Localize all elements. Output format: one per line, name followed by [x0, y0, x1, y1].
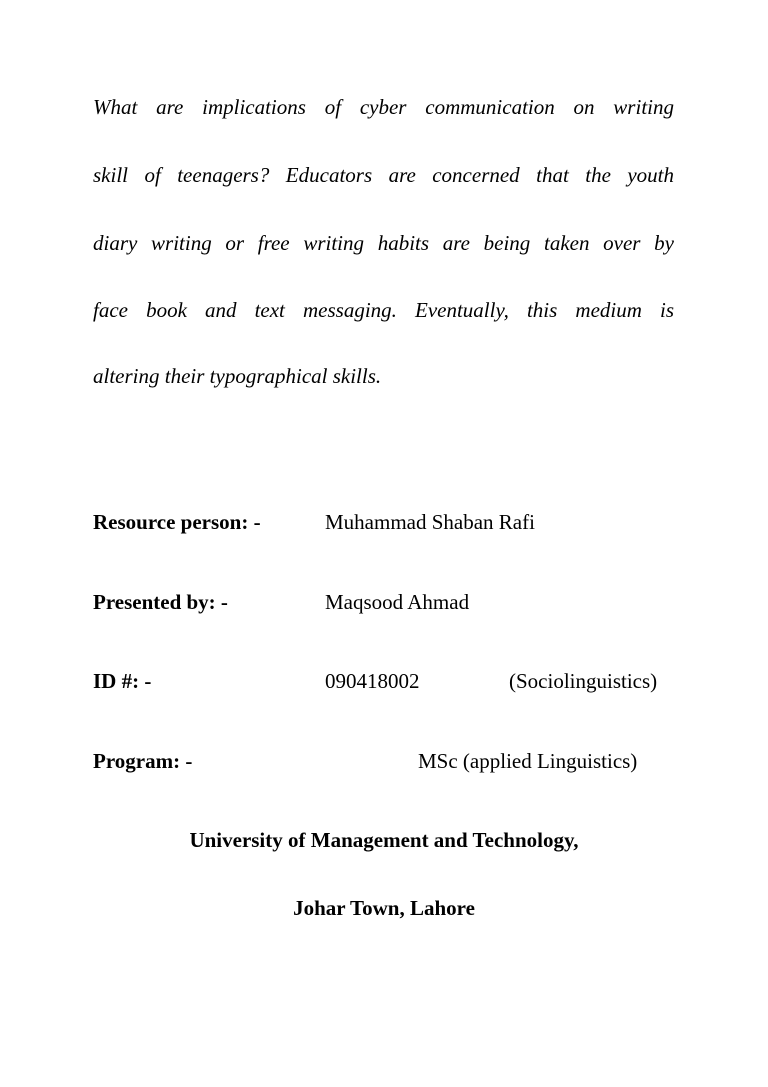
resource-person-label: Resource person: -: [93, 510, 261, 534]
id-value: 090418002: [325, 669, 420, 693]
paragraph-line-3: diary writing or free writing habits are being taken over by: [93, 231, 674, 255]
program-label: Program: -: [93, 749, 193, 773]
id-note: (Sociolinguistics): [509, 669, 658, 693]
paragraph-line-4: face book and text messaging. Eventually, this medium is: [93, 298, 674, 322]
id-label: ID #: -: [93, 669, 152, 693]
paragraph-line-2: skill of teenagers? Educators are concerned that the youth: [93, 163, 674, 187]
resource-person-value: Muhammad Shaban Rafi: [325, 510, 535, 534]
university-name: University of Management and Technology,: [189, 828, 579, 852]
program-value: MSc (applied Linguistics): [418, 749, 638, 773]
university-location: Johar Town, Lahore: [293, 896, 475, 920]
presented-by-label: Presented by: -: [93, 590, 228, 614]
paragraph-line-5: altering their typographical skills.: [93, 364, 382, 388]
paragraph-line-1: What are implications of cyber communication on writing: [93, 95, 674, 119]
presented-by-value: Maqsood Ahmad: [325, 590, 470, 614]
